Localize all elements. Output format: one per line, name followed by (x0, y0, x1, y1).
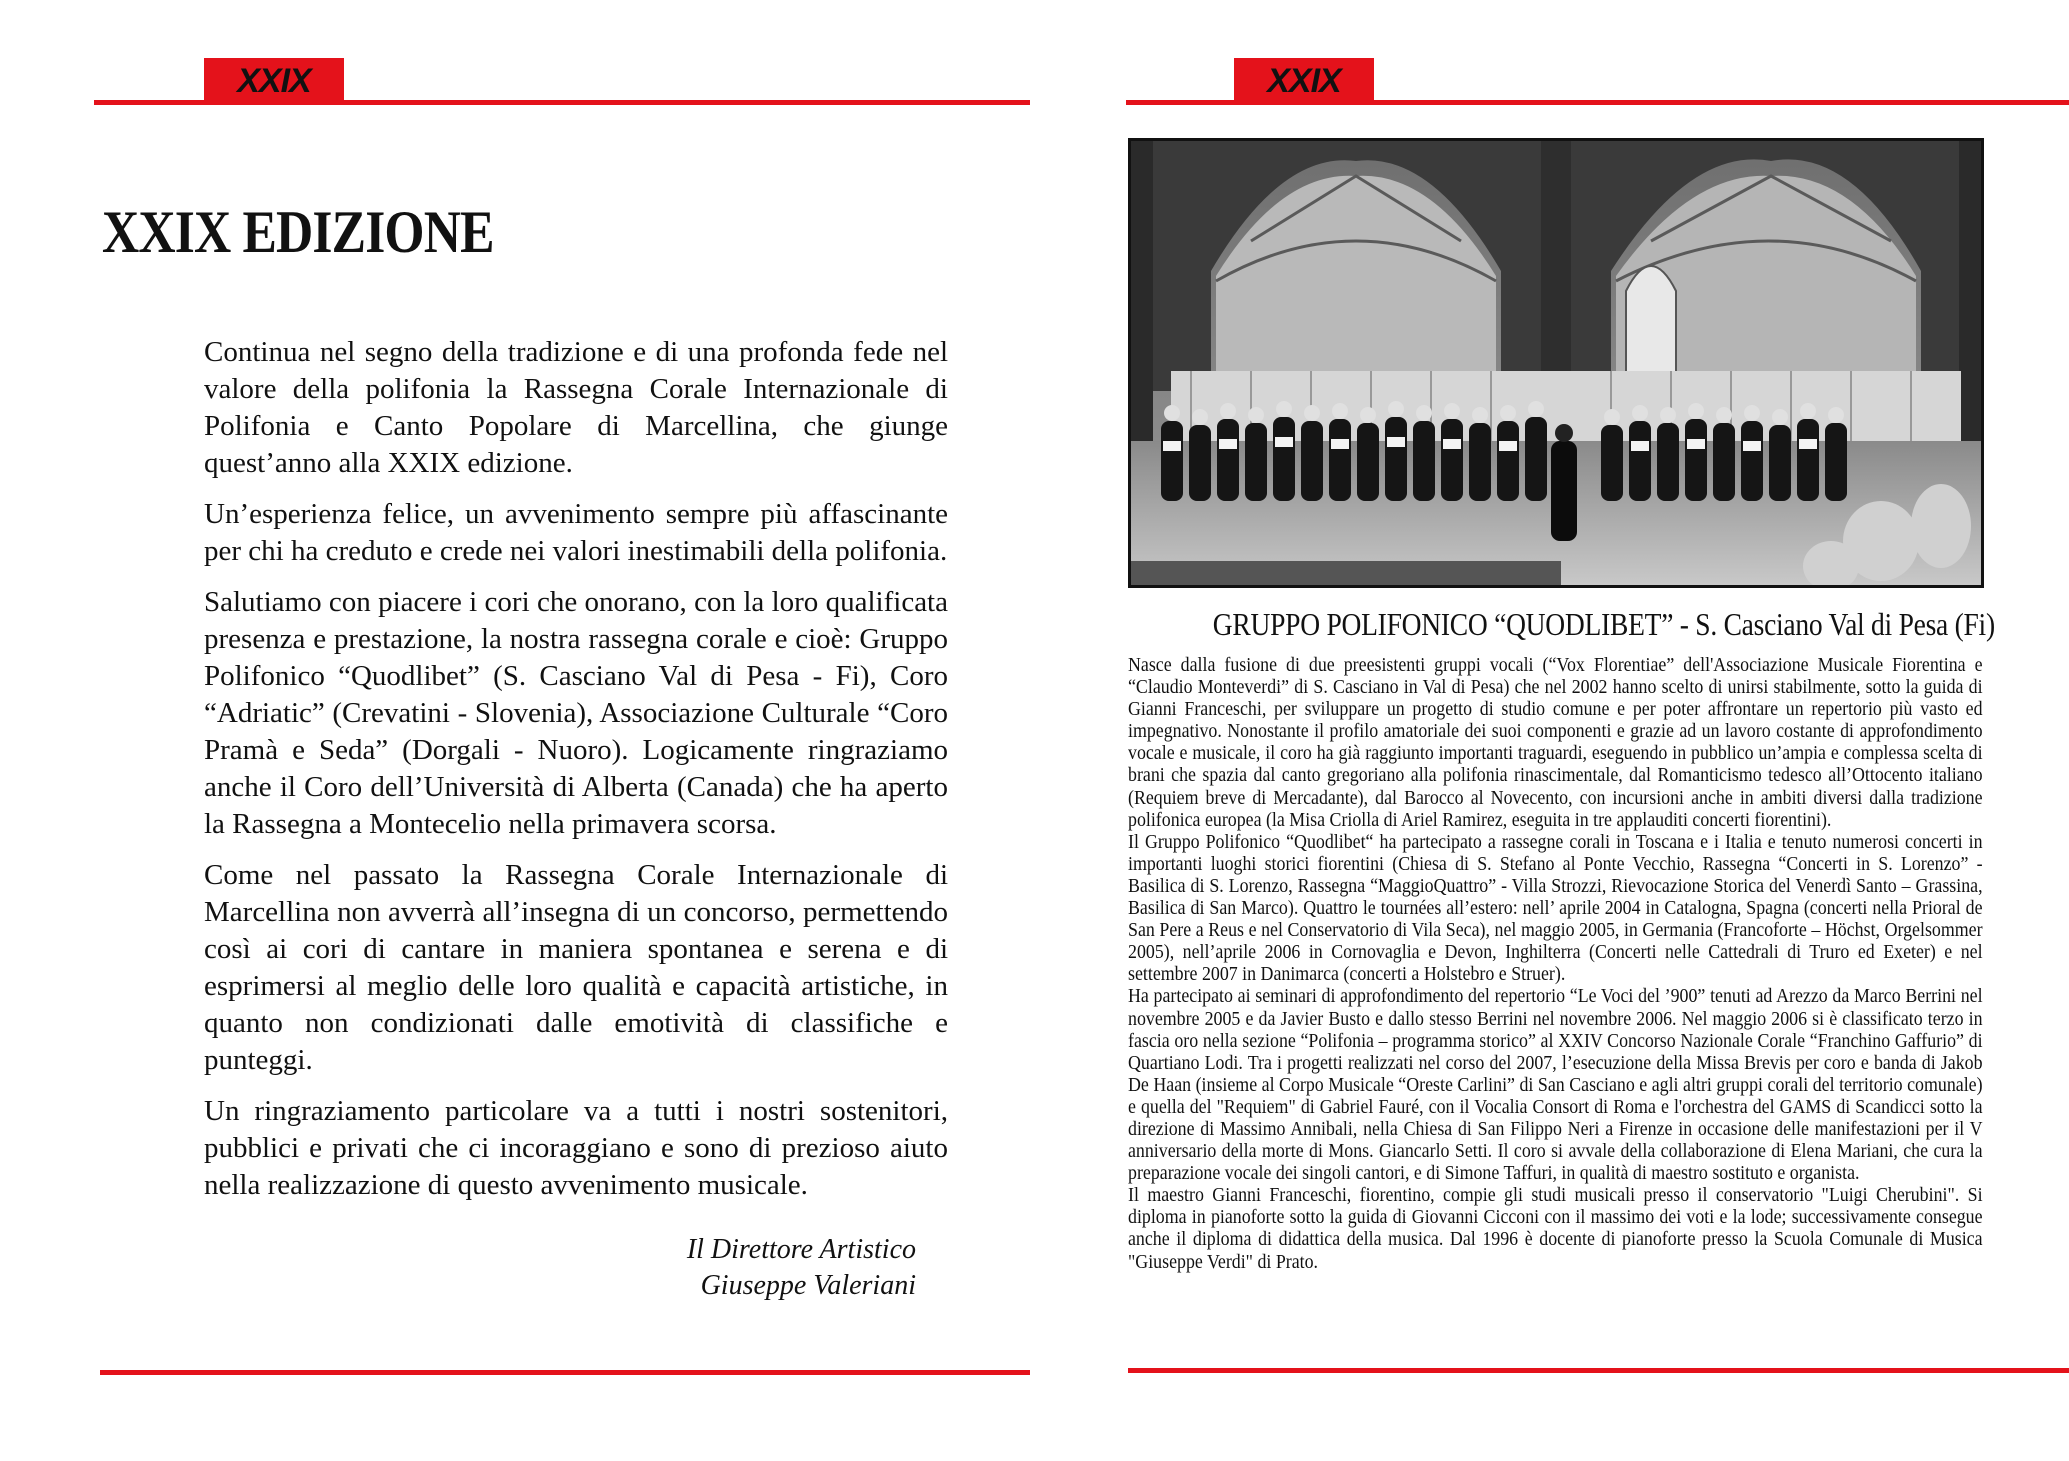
footer-rule (100, 1370, 1030, 1375)
signature-name: Giuseppe Valeriani (700, 1270, 916, 1301)
header-tab: XXIX (1234, 58, 1374, 102)
paragraph: Salutiamo con piacere i cori che onorano, con la loro qualificata presenza e prestazione, la nostra rassegna corale e cioè: Gruppo Polifonico “Quodlibet” (S. Casciano Val di Pesa - Fi), Coro “Adriatic” (Crevatini - Slovenia), Associazione Culturale “Coro Pramà e Seda” (Dorgali - Nuoro). Logicamente ringraziamo anche il Coro dell’Università di Alberta (Canada) che ha aperto la Rassegna a Montecelio nella primavera scorsa. (204, 586, 948, 840)
signature (600, 1232, 916, 1304)
paragraph: Il Gruppo Polifonico “Quodlibet“ ha partecipato a rassegne corali in Toscana e i Italia e tenuto numerosi concerti in importanti luoghi storici fiorentini (Chiesa di S. Stefano al Ponte Vecchio, Rassegna “Concerti in S. Lorenzo” - Basilica di S. Lorenzo, Rassegna “MaggioQuattro” - Villa Strozzi, Rievocazione Storica del Venerdì Santo – Grassina, Basilica di San Marco). Quattro le tournées all’estero: nell’ aprile 2004 in Catalogna, Spagna (concerti nella Prioral de San Pere a Reus e nel Conservatorio di Vila Seca), nel maggio 2005, in Germania (Francoforte – Höchst, Orgelsommer 2005), nell’aprile 2006 in Cornovaglia e Devon, Inghilterra (Concerti nelle Cattedrali di Truro ed Exeter) e nel settembre 2007 in Danimarca (concerti a Holstebro e Struer). (1128, 830, 1983, 986)
intro-text (204, 334, 948, 1218)
paragraph: Ha partecipato ai seminari di approfondimento del repertorio “Le Voci del ’900” tenuti ad Arezzo da Marco Berrini nel novembre 2005 e da Javier Busto e dallo stesso Berrini nel novembre 2006. Nel maggio 2006 si è classificato terzo in fascia oro nella sezione “Polifonia – programma storico” al XXIV Concorso Nazionale Corale “Franchino Gaffurio” di Quartiano Lodi. Tra i progetti realizzati nel corso del 2007, l’esecuzione della Missa Brevis per coro e banda di Jakob De Haan (insieme al Corpo Musicale “Oreste Carlini” di San Casciano e agli altri gruppi corali del territorio comunale) e quella del "Requiem" di Gabriel Fauré, con il Vocalia Consort di Roma e l'orchestra del GAMS di Scandicci sotto la direzione di Massimo Annibali, nella Chiesa di San Filippo Neri a Firenze in occasione delle manifestazioni per il V anniversario della morte di Mons. Giancarlo Setti. Il coro si avvale della collaborazione di Elena Mariani, che cura la preparazione vocale dei singoli cantori, e di Simone Taffuri, in qualità di maestro sostituto e organista. (1128, 985, 1983, 1185)
cathedral-choir-image (1131, 141, 1981, 585)
header-tab: XXIX (204, 58, 344, 102)
choir-title: GRUPPO POLIFONICO “QUODLIBET” - S. Casciano Val di Pesa (Fi) (1212, 606, 1995, 642)
paragraph: Nasce dalla fusione di due preesistenti gruppi vocali (“Vox Florentiae” dell'Associazione Musicale Fiorentina e “Claudio Monteverdi” di S. Casciano in Val di Pesa) che nel 2002 hanno scelto di unirsi stabilmente, sotto la guida di Gianni Franceschi, per sviluppare un progetto di studio comune e per poter affrontare un repertorio più vasto ed impegnativo. Nonostante il profilo amatoriale dei suoi componenti e grazie ad un lavoro costante di approfondimento vocale e musicale, il coro ha già raggiunto importanti traguardi, eseguendo in pubblico un’ampia e complessa scelta di brani che spazia dal canto gregoriano alla polifonia rinascimentale, dal Romanticismo tedesco all’Ottocento italiano (Requiem breve di Mercadante), dal Barocco al Novecento, con incursioni anche in ambiti diversi dalla tradizione polifonica europea (la Misa Criolla di Ariel Ramirez, eseguita in tre applauditi concerti fiorentini). (1128, 654, 1983, 831)
page-title: XXIX EDIZIONE (102, 199, 494, 265)
paragraph: Continua nel segno della tradizione e di una profonda fede nel valore della polifonia la Rassegna Corale Internazionale di Polifonia e Canto Popolare di Marcellina, che giunge quest’anno alla XXIX edizione. (204, 336, 948, 479)
paragraph: Un’esperienza felice, un avvenimento sempre più affascinante per chi ha creduto e crede nei valori inestimabili della polifonia. (204, 498, 948, 567)
paragraph: Un ringraziamento particolare va a tutti i nostri sostenitori, pubblici e privati che ci incoraggiano e sono di prezioso aiuto nella realizzazione di questo avvenimento musicale. (204, 1095, 948, 1201)
left-page (0, 0, 1034, 1461)
choir-description (1128, 654, 1983, 1273)
footer-rule (1128, 1368, 2069, 1373)
signature-role: Il Direttore Artistico (686, 1234, 916, 1265)
choir-photo (1128, 138, 1984, 588)
paragraph: Come nel passato la Rassegna Corale Internazionale di Marcellina non avverrà all’insegna di un concorso, permettendo così ai cori di cantare in maniera spontanea e serena e di esprimersi al meglio delle loro qualità e capacità artistiche, in quanto non condizionati dalle emotività di classifiche e punteggi. (204, 859, 948, 1076)
paragraph: Il maestro Gianni Franceschi, fiorentino, compie gli studi musicali presso il conservatorio "Luigi Cherubini". Si diploma in pianoforte sotto la guida di Giovanni Cicconi con il massimo dei voti e la lode; successivamente consegue anche il diploma di didattica della musica. Dal 1996 è docente di pianoforte presso la Scuola Comunale di Musica "Giuseppe Verdi" di Prato. (1128, 1184, 1983, 1273)
right-page (1034, 0, 2069, 1461)
